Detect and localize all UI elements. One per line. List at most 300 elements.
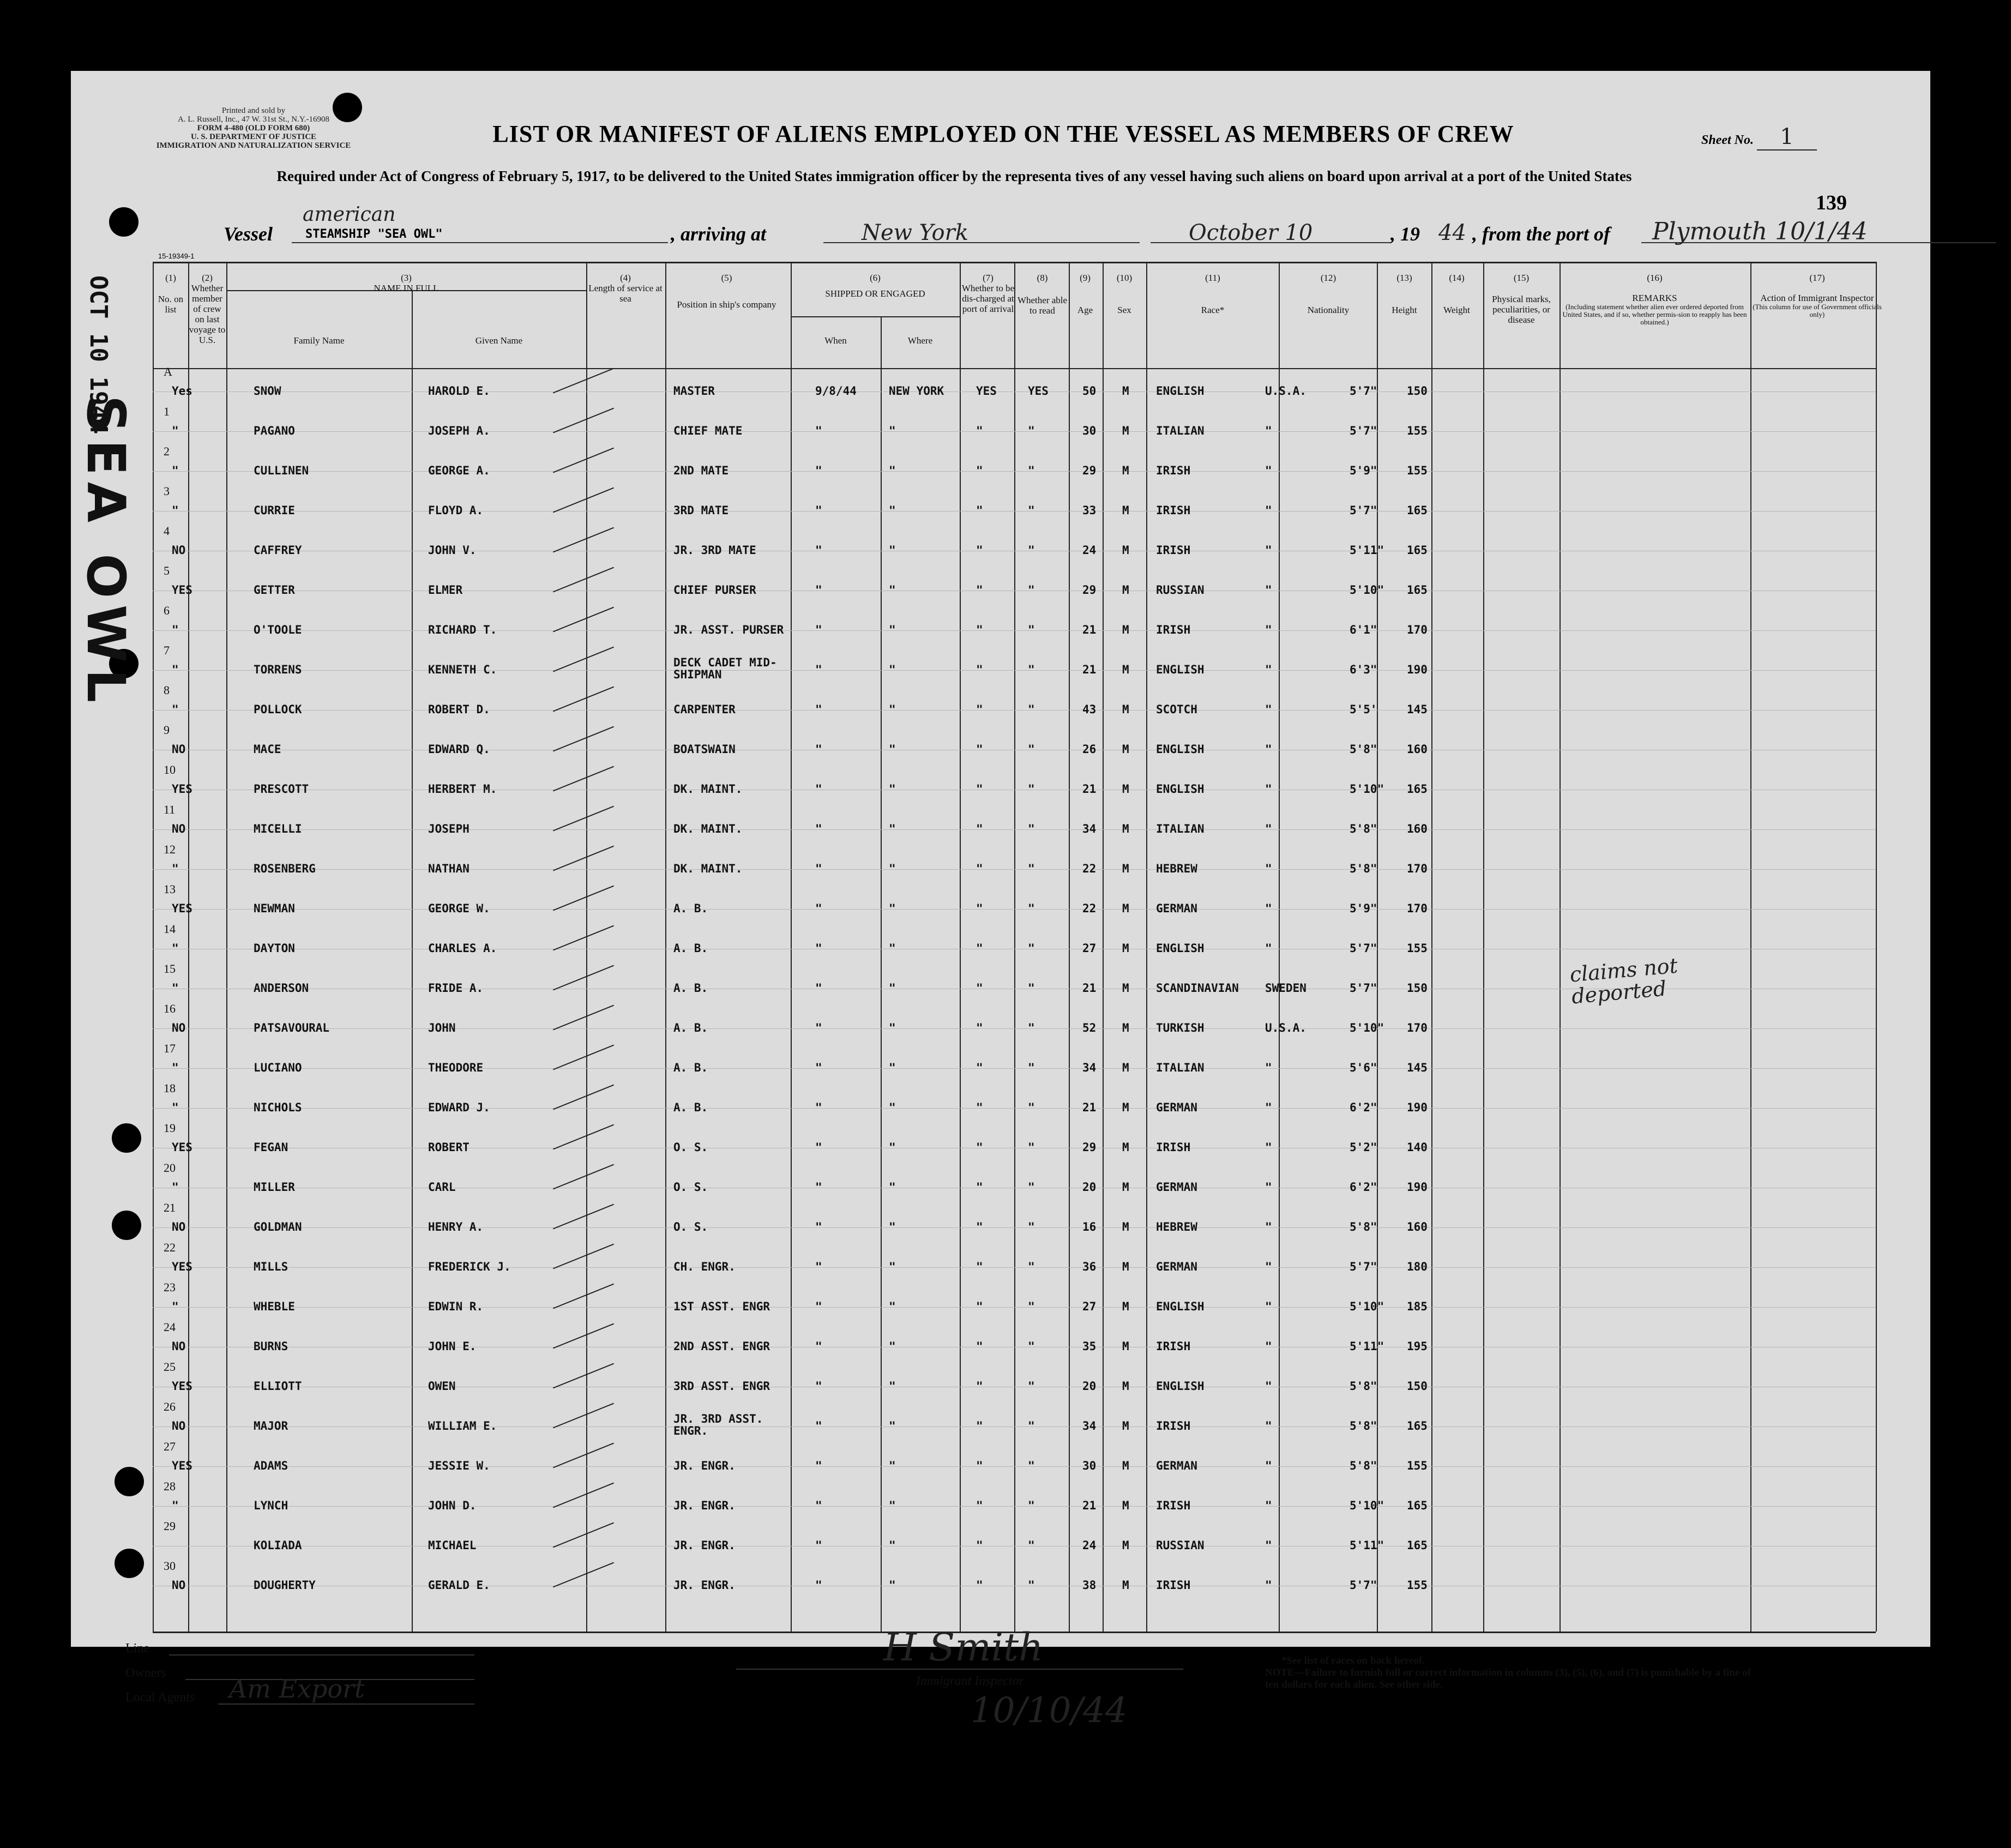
- position: A. B.: [673, 982, 708, 995]
- shipped-where: ": [889, 1021, 896, 1034]
- shipped-where: ": [889, 1340, 896, 1353]
- nationality: ": [1265, 942, 1272, 955]
- discharged: ": [976, 583, 983, 597]
- race: ITALIAN: [1156, 1061, 1205, 1074]
- family-name: PAGANO: [254, 424, 295, 437]
- position: JR. ENGR.: [673, 1499, 736, 1512]
- able-to-read: ": [1028, 1499, 1035, 1512]
- weight: 150: [1407, 1380, 1428, 1393]
- weight: 160: [1407, 1220, 1428, 1233]
- weight: 165: [1407, 782, 1428, 796]
- prev-voyage: Yes: [172, 384, 192, 398]
- col-2-header: (2) Whether member of crew on last voyage to U.S.: [189, 273, 226, 345]
- shipped-when: ": [815, 504, 822, 517]
- shipped-where: ": [889, 544, 896, 557]
- race: IRISH: [1156, 504, 1191, 517]
- shipped-when: ": [815, 544, 822, 557]
- race: IRISH: [1156, 1419, 1191, 1432]
- discharged: ": [976, 1300, 983, 1313]
- sex: M: [1122, 1021, 1129, 1034]
- family-name: ANDERSON: [254, 982, 309, 995]
- sex: M: [1122, 464, 1129, 477]
- age: 29: [1082, 1141, 1097, 1154]
- prev-voyage: NO: [172, 1340, 186, 1353]
- shipped-where: ": [889, 942, 896, 955]
- able-to-read: ": [1028, 1579, 1035, 1592]
- sex: M: [1122, 1220, 1129, 1233]
- age: 52: [1082, 1021, 1097, 1034]
- weight: 155: [1407, 1579, 1428, 1592]
- family-name: PATSAVOURAL: [254, 1021, 330, 1034]
- weight: 155: [1407, 424, 1428, 437]
- row-number: 11: [164, 803, 176, 816]
- nationality: ": [1265, 902, 1272, 915]
- shipped-where: ": [889, 1101, 896, 1114]
- age: 21: [1082, 982, 1097, 995]
- height: 6'1": [1350, 623, 1377, 636]
- shipped-when: ": [815, 663, 822, 676]
- shipped-where: ": [889, 782, 896, 796]
- discharged: ": [976, 663, 983, 676]
- sex: M: [1122, 623, 1129, 636]
- punch-hole: [115, 1549, 144, 1578]
- age: 38: [1082, 1579, 1097, 1592]
- given-name: JOSEPH: [428, 822, 469, 835]
- nationality: ": [1265, 663, 1272, 676]
- prev-voyage: NO: [172, 822, 186, 835]
- nationality: ": [1265, 1101, 1272, 1114]
- shipped-where: ": [889, 862, 896, 875]
- col-11-header: (11) Race*: [1201, 273, 1225, 315]
- age: 35: [1082, 1340, 1097, 1353]
- shipped-where: ": [889, 1539, 896, 1552]
- family-name: POLLOCK: [254, 703, 302, 716]
- age: 30: [1082, 424, 1097, 437]
- prev-voyage: NO: [172, 743, 186, 756]
- col-10-header: (10) Sex: [1116, 273, 1133, 315]
- weight: 140: [1407, 1141, 1428, 1154]
- row-number: 7: [164, 643, 170, 657]
- given-name: THEODORE: [428, 1061, 484, 1074]
- height: 5'7": [1350, 942, 1377, 955]
- col-5-header: (5) Position in ship's company: [677, 273, 776, 310]
- row-number: 5: [164, 564, 170, 577]
- prev-voyage: ": [172, 1181, 179, 1194]
- given-name: KENNETH C.: [428, 663, 497, 676]
- sex: M: [1122, 1459, 1129, 1472]
- discharged: ": [976, 464, 983, 477]
- prev-voyage: ": [172, 464, 179, 477]
- nationality: ": [1265, 1300, 1272, 1313]
- shipped-when: ": [815, 1499, 822, 1512]
- given-name: GERALD E.: [428, 1579, 490, 1592]
- given-name: FLOYD A.: [428, 504, 484, 517]
- shipped-when: ": [815, 743, 822, 756]
- position: O. S.: [673, 1141, 708, 1154]
- shipped-when: 9/8/44: [815, 384, 857, 398]
- given-name: FREDERICK J.: [428, 1260, 511, 1273]
- family-name: ROSENBERG: [254, 862, 316, 875]
- discharged: ": [976, 623, 983, 636]
- printer-line: A. L. Russell, Inc., 47 W. 31st St., N.Y.-16908: [177, 115, 330, 124]
- nationality: ": [1265, 1380, 1272, 1393]
- position: A. B.: [673, 902, 708, 915]
- discharged: ": [976, 1220, 983, 1233]
- position: 1ST ASST. ENGR: [673, 1300, 770, 1313]
- weight: 170: [1407, 862, 1428, 875]
- nationality: ": [1265, 1340, 1272, 1353]
- weight: 155: [1407, 464, 1428, 477]
- discharged: ": [976, 1579, 983, 1592]
- discharged: ": [976, 1419, 983, 1432]
- race: ENGLISH: [1156, 942, 1205, 955]
- prev-voyage: YES: [172, 902, 192, 915]
- row-number: 27: [164, 1440, 176, 1453]
- discharged: ": [976, 544, 983, 557]
- age: 20: [1082, 1181, 1097, 1194]
- height: 5'11": [1350, 1340, 1384, 1353]
- inspector-label: Immigrant Inspector: [916, 1674, 1024, 1688]
- prev-voyage: ": [172, 703, 179, 716]
- age: 36: [1082, 1260, 1097, 1273]
- shipped-where: ": [889, 1419, 896, 1432]
- family-name: WHEBLE: [254, 1300, 295, 1313]
- prev-voyage: NO: [172, 1419, 186, 1432]
- family-name: GOLDMAN: [254, 1220, 302, 1233]
- height: 5'8": [1350, 1380, 1377, 1393]
- row-rule: [153, 829, 1876, 830]
- owners-label: Owners: [125, 1666, 166, 1680]
- discharged: ": [976, 1340, 983, 1353]
- discharged: ": [976, 703, 983, 716]
- position: CARPENTER: [673, 703, 736, 716]
- shipped-where: ": [889, 1300, 896, 1313]
- nationality: ": [1265, 1459, 1272, 1472]
- shipped-where: ": [889, 424, 896, 437]
- nationality: ": [1265, 1499, 1272, 1512]
- able-to-read: ": [1028, 1061, 1035, 1074]
- age: 22: [1082, 862, 1097, 875]
- nationality: ": [1265, 1260, 1272, 1273]
- age: 26: [1082, 743, 1097, 756]
- remark-handwritten: claims not deported: [1568, 953, 1679, 1009]
- height: 5'9": [1350, 464, 1377, 477]
- shipped-when: ": [815, 1340, 822, 1353]
- nationality: ": [1265, 1539, 1272, 1552]
- inspector-date: 10/10/44: [971, 1690, 1128, 1731]
- shipped-where: ": [889, 743, 896, 756]
- row-rule: [153, 471, 1876, 472]
- prev-voyage: ": [172, 1499, 179, 1512]
- given-name: CARL: [428, 1181, 456, 1194]
- row-number: 6: [164, 604, 170, 617]
- sex: M: [1122, 1181, 1129, 1194]
- family-name-header: Family Name: [293, 335, 345, 346]
- sex: M: [1122, 583, 1129, 597]
- prev-voyage: ": [172, 1101, 179, 1114]
- able-to-read: YES: [1028, 384, 1049, 398]
- shipped-where: ": [889, 623, 896, 636]
- row-rule: [153, 670, 1876, 671]
- local-agents-field: [218, 1703, 474, 1705]
- row-number: 12: [164, 842, 176, 856]
- race: GERMAN: [1156, 1181, 1197, 1194]
- col-8-header: (8) Whether able to read: [1017, 273, 1068, 316]
- discharged: ": [976, 1061, 983, 1074]
- sex: M: [1122, 942, 1129, 955]
- nationality: U.S.A.: [1265, 1021, 1306, 1034]
- able-to-read: ": [1028, 743, 1035, 756]
- row-number: 17: [164, 1042, 176, 1055]
- row-number: 14: [164, 922, 176, 936]
- family-name: DOUGHERTY: [254, 1579, 316, 1592]
- punch-hole: [112, 1123, 141, 1153]
- prev-voyage: ": [172, 623, 179, 636]
- family-name: ELLIOTT: [254, 1380, 302, 1393]
- races-note: *See list of races on back hereof.: [1281, 1655, 1425, 1666]
- family-name: KOLIADA: [254, 1539, 302, 1552]
- arriving-label: , arriving at: [671, 223, 767, 245]
- sex: M: [1122, 822, 1129, 835]
- race: IRISH: [1156, 544, 1191, 557]
- able-to-read: ": [1028, 822, 1035, 835]
- height: 6'2": [1350, 1101, 1377, 1114]
- race: HEBREW: [1156, 862, 1197, 875]
- footer-form-code: 15-19349: [1679, 1693, 1709, 1701]
- prev-voyage: NO: [172, 1021, 186, 1034]
- row-number: 26: [164, 1400, 176, 1413]
- prev-voyage: YES: [172, 1380, 192, 1393]
- nationality: ": [1265, 623, 1272, 636]
- col-1-header: (1) No. on list: [158, 273, 184, 315]
- position: DK. MAINT.: [673, 822, 743, 835]
- race: ENGLISH: [1156, 1300, 1205, 1313]
- family-name: CURRIE: [254, 504, 295, 517]
- col-15-header: (15) Physical marks, peculiarities, or disease: [1492, 273, 1551, 325]
- local-agents-value: Am Export: [229, 1674, 365, 1703]
- sex: M: [1122, 1141, 1129, 1154]
- discharged: ": [976, 982, 983, 995]
- height: 5'9": [1350, 902, 1377, 915]
- family-name: ADAMS: [254, 1459, 288, 1472]
- shipped-when: ": [815, 982, 822, 995]
- shipped-when: ": [815, 862, 822, 875]
- legal-subtitle: Required under Act of Congress of February 5, 1917, to be delivered to the United States immigration officer by the representa tives of any vessel having such aliens on board upon arrival at a port of the United States: [276, 168, 1632, 184]
- race: IRISH: [1156, 464, 1191, 477]
- nationality: ": [1265, 1061, 1272, 1074]
- shipped-when: ": [815, 1061, 822, 1074]
- col-13-header: (13) Height: [1392, 273, 1417, 315]
- inspector-signature: H Smith: [883, 1625, 1044, 1670]
- punch-hole: [112, 1211, 141, 1240]
- row-number: 21: [164, 1201, 176, 1214]
- col-6-header: (6) SHIPPED OR ENGAGED: [825, 273, 925, 299]
- family-name: FEGAN: [254, 1141, 288, 1154]
- shipped-when: ": [815, 1539, 822, 1552]
- able-to-read: ": [1028, 1380, 1035, 1393]
- given-name: NATHAN: [428, 862, 469, 875]
- shipped-where: ": [889, 663, 896, 676]
- shipped-when: ": [815, 782, 822, 796]
- shipped-when: ": [815, 464, 822, 477]
- shipped-when: ": [815, 1181, 822, 1194]
- row-rule: [153, 869, 1876, 870]
- column-divider: [1876, 262, 1877, 1632]
- position: JR. ENGR.: [673, 1539, 736, 1552]
- height: 5'6": [1350, 1061, 1377, 1074]
- discharged: ": [976, 1181, 983, 1194]
- shipped-when: ": [815, 1260, 822, 1273]
- form-number: FORM 4-480 (OLD FORM 680): [197, 124, 310, 133]
- sheet-number: [1701, 124, 1817, 151]
- family-name: LUCIANO: [254, 1061, 302, 1074]
- prev-voyage: YES: [172, 583, 192, 597]
- shipped-when: ": [815, 583, 822, 597]
- prev-voyage: ": [172, 663, 179, 676]
- weight: 165: [1407, 504, 1428, 517]
- shipped-where: ": [889, 703, 896, 716]
- prev-voyage: YES: [172, 782, 192, 796]
- race: IRISH: [1156, 1340, 1191, 1353]
- shipped-where: ": [889, 1380, 896, 1393]
- shipped-where: ": [889, 1141, 896, 1154]
- age: 50: [1082, 384, 1097, 398]
- family-name: NICHOLS: [254, 1101, 302, 1114]
- crew-table: [153, 262, 1876, 1636]
- row-number: 1: [164, 405, 170, 418]
- position: JR. 3RD MATE: [673, 544, 756, 557]
- arrival-date: October 10: [1189, 220, 1313, 245]
- sex: M: [1122, 1300, 1129, 1313]
- shipped-where: ": [889, 822, 896, 835]
- height: 5'7": [1350, 1579, 1377, 1592]
- family-name: CULLINEN: [254, 464, 309, 477]
- family-name: MILLS: [254, 1260, 288, 1273]
- given-name-header: Given Name: [475, 335, 523, 346]
- able-to-read: ": [1028, 1539, 1035, 1552]
- nationality: ": [1265, 1141, 1272, 1154]
- discharged: ": [976, 782, 983, 796]
- discharged: ": [976, 1539, 983, 1552]
- prev-voyage: NO: [172, 1579, 186, 1592]
- weight: 180: [1407, 1260, 1428, 1273]
- fine-note: NOTE—Failure to furnish full or correct information in columns (3), (5), (6), and (7) is punishable by a fine of ten dollars for each alien. See other side.: [1265, 1667, 1751, 1690]
- given-name: JOHN: [428, 1021, 456, 1034]
- row-number: 4: [164, 524, 170, 538]
- able-to-read: ": [1028, 1101, 1035, 1114]
- able-to-read: ": [1028, 782, 1035, 796]
- able-to-read: ": [1028, 703, 1035, 716]
- arrival-port: New York: [862, 220, 968, 245]
- age: 34: [1082, 1419, 1097, 1432]
- given-name: WILLIAM E.: [428, 1419, 497, 1432]
- discharged: ": [976, 1499, 983, 1512]
- weight: 165: [1407, 583, 1428, 597]
- shipped-when: ": [815, 1220, 822, 1233]
- race: IRISH: [1156, 1141, 1191, 1154]
- sex: M: [1122, 1380, 1129, 1393]
- sex: M: [1122, 1260, 1129, 1273]
- race: ENGLISH: [1156, 782, 1205, 796]
- punch-hole: [109, 207, 139, 237]
- discharged: ": [976, 1141, 983, 1154]
- row-number: 29: [164, 1519, 176, 1533]
- able-to-read: ": [1028, 1220, 1035, 1233]
- shipped-when: ": [815, 902, 822, 915]
- weight: 165: [1407, 1499, 1428, 1512]
- given-name: JOHN E.: [428, 1340, 477, 1353]
- able-to-read: ": [1028, 1181, 1035, 1194]
- col-17-header: (17) Action of Immigrant Inspector (This column for use of Government officials only): [1753, 273, 1882, 318]
- age: 21: [1082, 1101, 1097, 1114]
- row-number: 20: [164, 1161, 176, 1175]
- shipped-where: ": [889, 1260, 896, 1273]
- sex: M: [1122, 663, 1129, 676]
- prev-voyage: YES: [172, 1459, 192, 1472]
- nationality: ": [1265, 862, 1272, 875]
- sex: M: [1122, 1499, 1129, 1512]
- height: 5'8": [1350, 1220, 1377, 1233]
- family-name: GETTER: [254, 583, 295, 597]
- prev-voyage: YES: [172, 1141, 192, 1154]
- col-4-header: (4) Length of service at sea: [588, 273, 663, 304]
- row-number: 2: [164, 444, 170, 458]
- row-number: 22: [164, 1241, 176, 1254]
- shipped-when: ": [815, 1419, 822, 1432]
- able-to-read: ": [1028, 544, 1035, 557]
- line-field: [169, 1654, 474, 1656]
- race: RUSSIAN: [1156, 1539, 1205, 1552]
- row-number: 3: [164, 484, 170, 498]
- shipped-where: ": [889, 464, 896, 477]
- given-name: EDWIN R.: [428, 1300, 484, 1313]
- nationality: ": [1265, 703, 1272, 716]
- row-number: 15: [164, 962, 176, 976]
- race: IRISH: [1156, 1579, 1191, 1592]
- given-name: FRIDE A.: [428, 982, 484, 995]
- footer-note: [1265, 1655, 1756, 1691]
- given-name: ROBERT: [428, 1141, 469, 1154]
- age: 29: [1082, 583, 1097, 597]
- shipped-when: ": [815, 1579, 822, 1592]
- height: 5'10": [1350, 1021, 1384, 1034]
- col-16-header: (16) REMARKS (Including statement whether alien ever ordered deported from United States, and if so, whether permis-sion to reapply has been obtained.): [1562, 273, 1747, 326]
- race: SCANDINAVIAN: [1156, 982, 1239, 995]
- prev-voyage: ": [172, 862, 179, 875]
- shipped-subhead-line: [791, 316, 960, 317]
- able-to-read: ": [1028, 1021, 1035, 1034]
- able-to-read: ": [1028, 902, 1035, 915]
- shipped-when: ": [815, 703, 822, 716]
- sex: M: [1122, 1579, 1129, 1592]
- age: 21: [1082, 782, 1097, 796]
- height: 5'5': [1350, 703, 1377, 716]
- family-name: MAJOR: [254, 1419, 288, 1432]
- height: 6'2": [1350, 1181, 1377, 1194]
- row-rule: [153, 431, 1876, 432]
- weight: 190: [1407, 1181, 1428, 1194]
- position: CHIEF PURSER: [673, 583, 756, 597]
- weight: 170: [1407, 623, 1428, 636]
- weight: 190: [1407, 663, 1428, 676]
- family-name: TORRENS: [254, 663, 302, 676]
- weight: 145: [1407, 703, 1428, 716]
- family-name: MACE: [254, 743, 281, 756]
- shipped-when: ": [815, 942, 822, 955]
- row-number: 23: [164, 1280, 176, 1294]
- family-name: PRESCOTT: [254, 782, 309, 796]
- age: 22: [1082, 902, 1097, 915]
